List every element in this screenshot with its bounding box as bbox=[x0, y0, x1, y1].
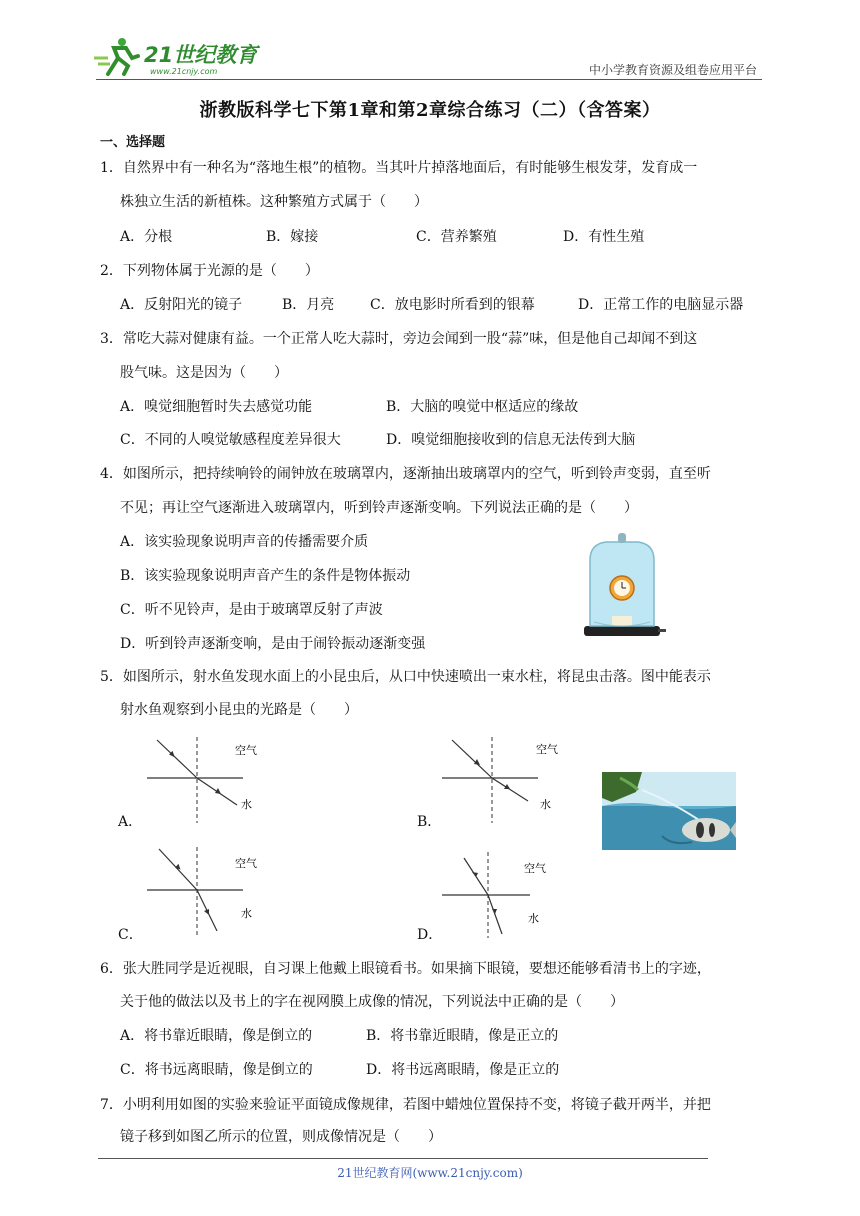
q2-option-b[interactable]: B．月亮 bbox=[282, 297, 335, 313]
footer-link[interactable]: 21世纪教育网(www.21cnjy.com) bbox=[337, 1166, 523, 1180]
q1-option-a[interactable]: A．分根 bbox=[120, 229, 173, 245]
q7-stem-line1: 7．小明利用如图的实验来验证平面镜成像规律，若图中蜡烛位置保持不变，将镜子截开两半，并把 bbox=[100, 1097, 711, 1113]
section-heading: 一、选择题 bbox=[100, 135, 166, 150]
q5-c-water-label: 水 bbox=[241, 907, 252, 920]
q5-option-a[interactable]: A． bbox=[118, 814, 143, 830]
q4-option-b[interactable]: B．该实验现象说明声音产生的条件是物体振动 bbox=[120, 568, 411, 584]
q3-stem-line2: 股气味。这是因为（ ） bbox=[120, 365, 288, 381]
page-title: 浙教版科学七下第1章和第2章综合练习（二）（含答案） bbox=[199, 100, 661, 121]
q3-stem-line1: 3．常吃大蒜对健康有益。一个正常人吃大蒜时，旁边会闻到一股“蒜”味，但是他自己却闻不到这 bbox=[100, 331, 698, 347]
runner-icon bbox=[94, 38, 138, 74]
q6-option-d[interactable]: D．将书远离眼睛，像是正立的 bbox=[366, 1062, 560, 1078]
q6-option-a[interactable]: A．将书靠近眼睛，像是倒立的 bbox=[120, 1028, 313, 1044]
q5-option-c[interactable]: C． bbox=[118, 927, 143, 943]
q1-option-c[interactable]: C．营养繁殖 bbox=[416, 229, 497, 245]
q4-option-c[interactable]: C．听不见铃声，是由于玻璃罩反射了声波 bbox=[120, 602, 383, 618]
q1-stem-line1: 1．自然界中有一种名为“落地生根”的植物。当其叶片掉落地面后，有时能够生根发芽，发育成一 bbox=[100, 160, 698, 176]
q1-option-b[interactable]: B．嫁接 bbox=[266, 229, 319, 245]
q5-d-water-label: 水 bbox=[528, 912, 539, 925]
q3-option-a[interactable]: A．嗅觉细胞暂时失去感觉功能 bbox=[120, 399, 313, 415]
q5-diagram-b bbox=[440, 735, 570, 829]
q6-stem-line2: 关于他的做法以及书上的字在视网膜上成像的情况，下列说法中正确的是（ ） bbox=[120, 994, 624, 1010]
q2-option-c[interactable]: C．放电影时所看到的银幕 bbox=[370, 297, 535, 313]
logo-text: 21世纪教育 bbox=[144, 43, 258, 67]
q5-stem-line1: 5．如图所示，射水鱼发现水面上的小昆虫后，从口中快速喷出一束水柱，将昆虫击落。图中能表示 bbox=[100, 669, 711, 685]
q5-diagram-a bbox=[145, 735, 275, 829]
q3-option-b[interactable]: B．大脑的嗅觉中枢适应的缘故 bbox=[386, 399, 579, 415]
q4-option-a[interactable]: A．该实验现象说明声音的传播需要介质 bbox=[120, 534, 369, 550]
q2-option-d[interactable]: D．正常工作的电脑显示器 bbox=[578, 297, 744, 313]
header-divider bbox=[96, 79, 762, 80]
q5-option-b[interactable]: B． bbox=[417, 814, 442, 830]
q2-option-a[interactable]: A．反射阳光的镜子 bbox=[120, 297, 243, 313]
q2-stem: 2．下列物体属于光源的是（ ） bbox=[100, 263, 319, 279]
q3-option-c[interactable]: C．不同的人嗅觉敏感程度差异很大 bbox=[120, 432, 341, 448]
q5-a-water-label: 水 bbox=[241, 798, 252, 811]
q6-option-b[interactable]: B．将书靠近眼睛，像是正立的 bbox=[366, 1028, 559, 1044]
q4-option-d[interactable]: D．听到铃声逐渐变响，是由于闹铃振动逐渐变强 bbox=[120, 636, 426, 652]
q3-option-d[interactable]: D．嗅觉细胞接收到的信息无法传到大脑 bbox=[386, 432, 636, 448]
header-platform-text: 中小学教育资源及组卷应用平台 bbox=[588, 63, 757, 77]
q5-stem-line2: 射水鱼观察到小昆虫的光路是（ ） bbox=[120, 702, 358, 718]
q6-option-c[interactable]: C．将书远离眼睛，像是倒立的 bbox=[120, 1062, 313, 1078]
archer-fish-image bbox=[602, 772, 736, 854]
q7-stem-line2: 镜子移到如图乙所示的位置，则成像情况是（ ） bbox=[120, 1129, 442, 1145]
q1-option-d[interactable]: D．有性生殖 bbox=[563, 229, 645, 245]
q5-d-air-label: 空气 bbox=[524, 862, 546, 875]
q5-option-d[interactable]: D． bbox=[417, 927, 443, 943]
q5-a-air-label: 空气 bbox=[235, 744, 257, 757]
footer-divider bbox=[98, 1158, 708, 1159]
q5-diagram-c bbox=[145, 845, 275, 944]
logo-url: www.21cnjy.com bbox=[150, 67, 218, 76]
q4-stem-line2: 不见；再让空气逐渐进入玻璃罩内，听到铃声逐渐变响。下列说法正确的是（ ） bbox=[120, 500, 638, 516]
q4-stem-line1: 4．如图所示，把持续响铃的闹钟放在玻璃罩内，逐渐抽出玻璃罩内的空气，听到铃声变弱，直至听 bbox=[100, 466, 711, 482]
q5-b-water-label: 水 bbox=[540, 798, 551, 811]
site-logo[interactable] bbox=[92, 34, 292, 78]
q6-stem-line1: 6．张大胜同学是近视眼，自习课上他戴上眼镜看书。如果摘下眼镜，要想还能够看清书上的字迹， bbox=[100, 961, 711, 977]
q1-stem-line2: 株独立生活的新植株。这种繁殖方式属于（ ） bbox=[120, 194, 428, 210]
q5-c-air-label: 空气 bbox=[235, 857, 257, 870]
q5-diagram-d bbox=[440, 850, 570, 944]
q5-b-air-label: 空气 bbox=[536, 743, 558, 756]
bell-jar-alarm-clock-image bbox=[580, 530, 666, 642]
